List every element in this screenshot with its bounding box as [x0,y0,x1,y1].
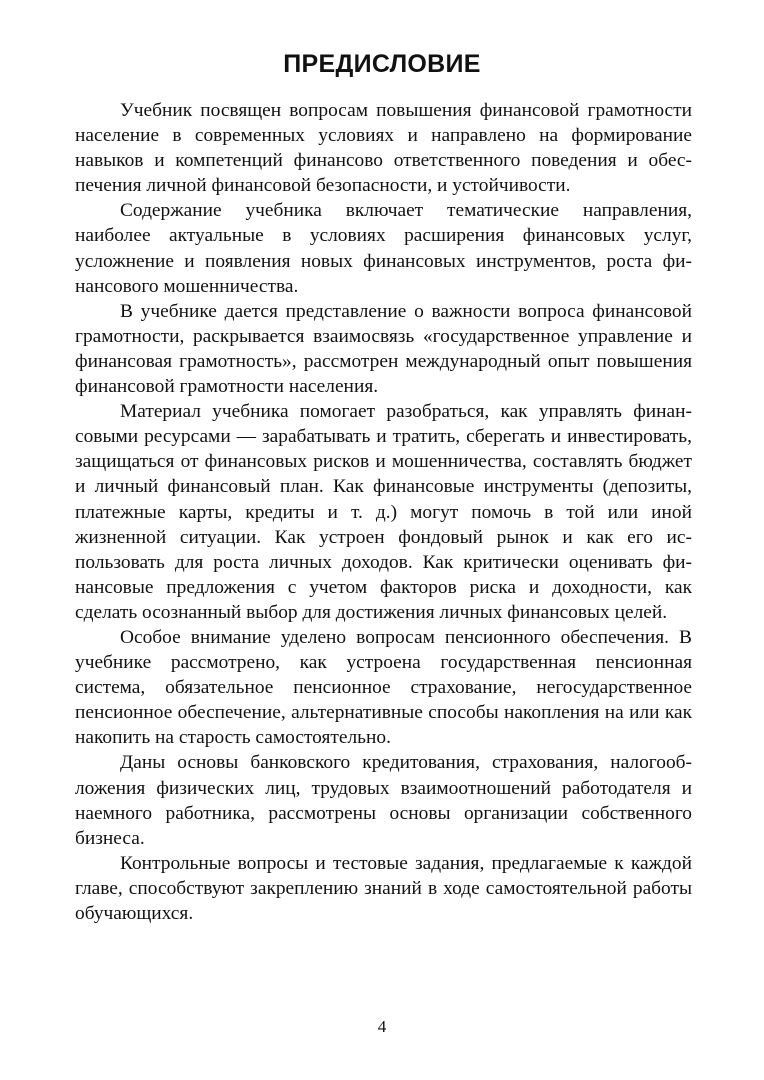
paragraph-7: Контрольные вопросы и тестовые задания, предлагаемые к каждой главе, способствуют закреплению знаний в ходе самостоятельной работы обучающихся. [75,852,692,924]
preface-body [75,98,692,926]
page-number: 4 [377,1017,387,1036]
paragraph-6: Даны основы банковского кредитования, страхования, налогообложения физических лиц, трудовых взаимоотношений работодателя и наемного работника, рассмотрены основы организации собственного бизнеса. [75,752,692,849]
paragraph-4: Материал учебника помогает разобраться, как управлять финансовыми ресурсами — зарабатывать и тратить, сберегать и инвестировать, защищаться от финансовых рисков и мошенничества, составлять бюджет и личный финансовый план. Как финансовые инструменты (депозиты, платежные карты, кредиты и т. д.) могут помочь в той или иной жизненной ситуации. Как устроен фондовый рынок и как его использовать для роста личных доходов. Как критически оценивать финансовые предложения с учетом факторов риска и доходности, как сделать осознанный выбор для достижения личных финансовых целей. [75,401,692,623]
page-title: ПРЕДИСЛОВИЕ [283,50,481,78]
paragraph-2: Содержание учебника включает тематические направления, наиболее актуальные в условиях расширения финансовых услуг, усложнение и появления новых финансовых инструментов, роста финансового мошенничества. [75,200,692,297]
paragraph-1: Учебник посвящен вопросам повышения финансовой грамотности население в современных условиях и направлено на формирование навыков и компетенций финансово ответственного поведения и обеспечения личной финансовой безопасности, и устойчивости. [75,100,692,197]
paragraph-3: В учебнике дается представление о важности вопроса финансовой грамотности, раскрывается взаимосвязь «государственное управление и финансовая грамотность», рассмотрен международный опыт повышения финансовой грамотности населения. [75,300,692,398]
paragraph-5: Особое внимание уделено вопросам пенсионного обеспечения. В учебнике рассмотрено, как устроена государственная пенсионная система, обязательное пенсионное страхование, негосударственное пенсионное обеспечение, альтернативные способы накопления на или как накопить на старость самостоятельно. [75,626,692,749]
